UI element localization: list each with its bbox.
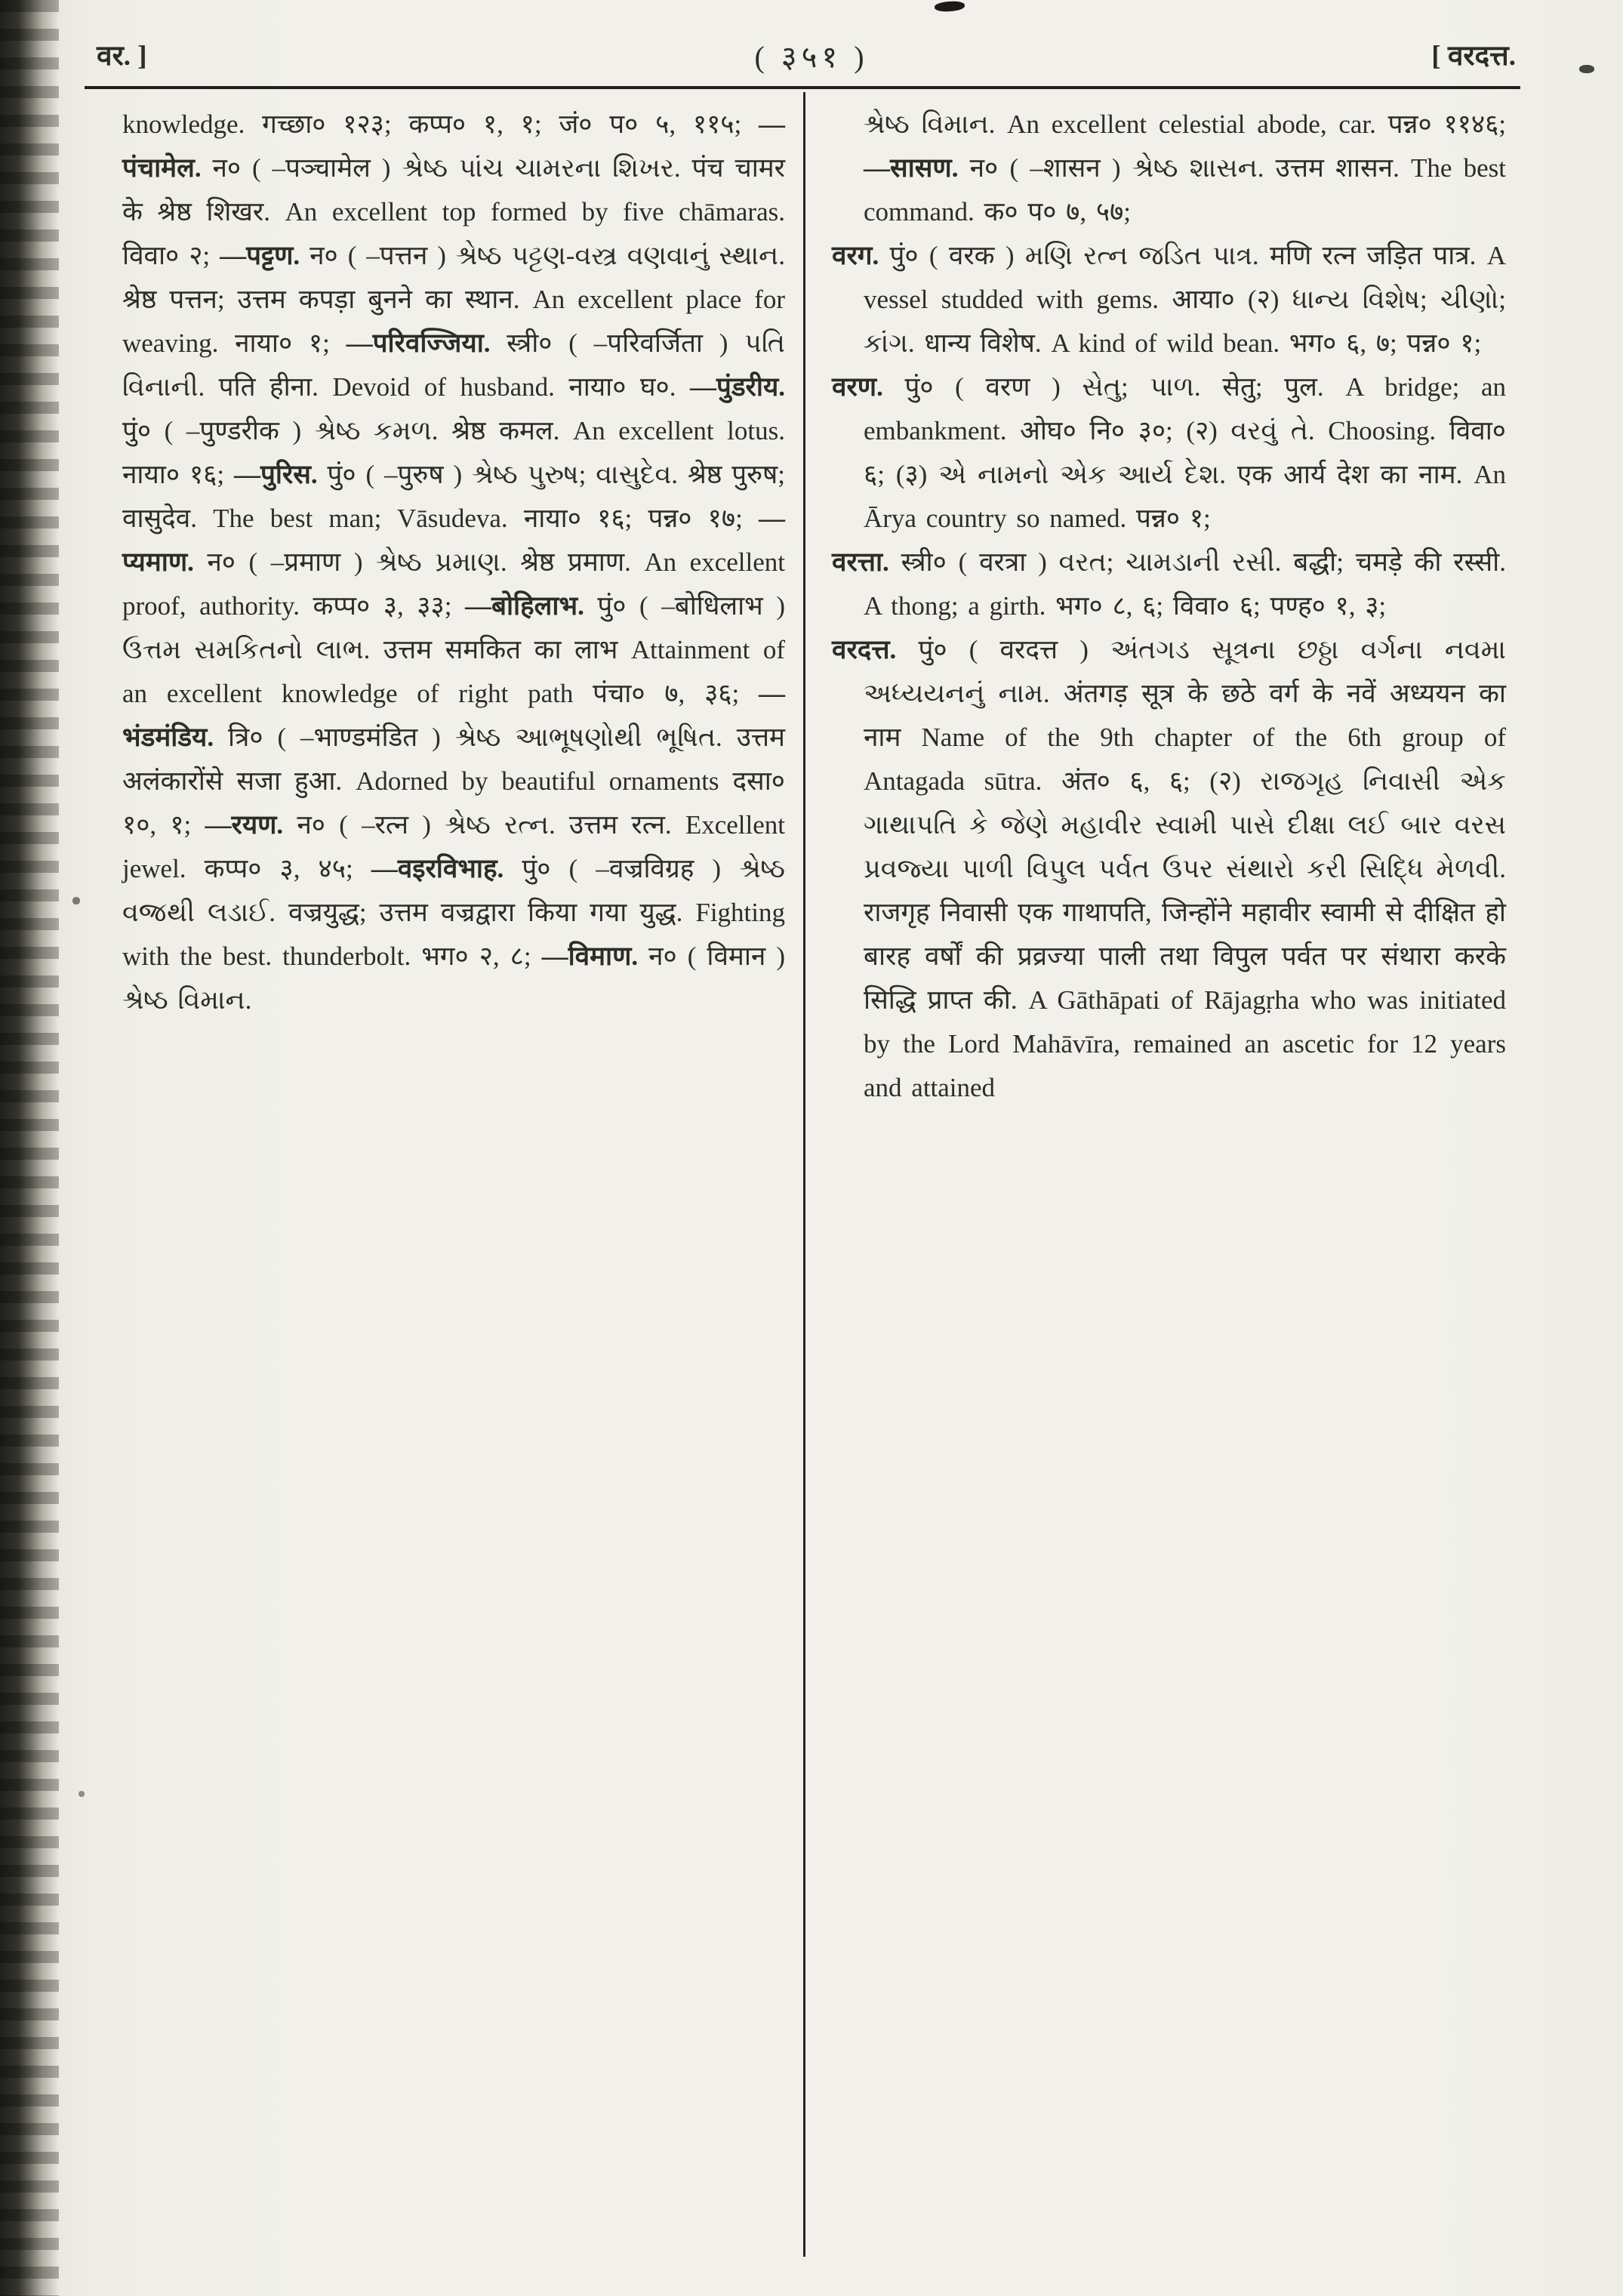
scan-speck [79, 1791, 85, 1797]
dictionary-entry-varatta: वरत्ता. स्त्री० ( वरत्रा ) વરત; ચામડાની રસી. बद्धी; चमड़े की रस्सी. A thong; a girth. भग० ८, ६; विवा० ६; पण्ह० १, ३; [832, 547, 1506, 621]
header-right-keyword: [ वरदत्त. [1431, 41, 1516, 72]
dictionary-entry-continuation: knowledge. गच्छा० १२३; कप्प० १, १; जं० प० ५, ११५; —पंचामेल. न० ( –पञ्चामेल ) શ્રેષ્ઠ પાંચ ચામરના શિખર. पंच चामर के श्रेष्ठ शिखर. An excellent top formed by five chāmaras. विवा० २; —पट्टण. न० ( –पत्तन ) શ્રેષ્ઠ પટ્ટણ-વસ્ત્ર વણવાનું સ્થાન. श्रेष्ठ पत्तन; उत्तम कपड़ा बुनने का स्थान. An excellent place for weaving. नाया० १; —परिवज्जिया. स्त्री० ( –परिवर्जिता ) પતિ વિનાની. पति हीना. Devoid of husband. नाया० घ०. —पुंडरीय. पुं० ( –पुण्डरीक ) શ્રેષ્ઠ કમળ. श्रेष्ठ कमल. An excellent lotus. नाया० १६; —पुरिस. पुं० ( –पुरुष ) શ્રેષ્ઠ પુરુષ; વાસુદેવ. श्रेष्ठ पुरुष; वासुदेव. The best man; Vāsudeva. नाया० १६; पन्न० १७; —प्यमाण. न० ( –प्रमाण ) શ્રેષ્ઠ પ્રમાણ. श्रेष्ठ प्रमाण. An excellent proof, authority. कप्प० ३, ३३; —बोहिलाभ. पुं० ( –बोधिलाभ ) ઉત્તમ સમકિતનો લાભ. उत्तम समकित का लाभ Attainment of an excellent knowledge of right path पंचा० ७, ३६; —भंडमंडिय. त्रि० ( –भाण्डमंडित ) શ્રેષ્ઠ આભૂષણોથી ભૂષિત. उत्तम अलंकारोंसे सजा हुआ. Adorned by beautiful ornaments दसा० १०, १; —रयण. न० ( –रत्न ) શ્રેષ્ઠ રત્ન. उत्तम रत्न. Excellent jewel. कप्प० ३, ४५; —वइरविभाह. पुं० ( –वज्रविग्रह ) શ્રેષ્ઠ વજ્રથી લડાઈ. वज्रयुद्ध; उत्तम वज्रद्वारा किया गया युद्ध. Fighting with the best. thunderbolt. भग० २, ८; —विमाण. न० ( विमान ) શ્રેષ્ઠ વિમાન. [122, 109, 786, 1015]
scan-speck [72, 897, 80, 905]
scan-binding-shadow [0, 0, 59, 2296]
dictionary-entry-continuation: શ્રેષ્ઠ વિમાન. An excellent celestial abode, car. पन्न० ११४६; —सासण. न० ( –शासन ) શ્રેષ્ઠ શાસન. उत्तम शासन. The best command. क० प० ७, ५७; [864, 109, 1506, 227]
scan-speck [935, 1, 965, 13]
header-left-keyword: वर. ] [97, 41, 147, 72]
dictionary-entry-varana: वरण. पुं० ( वरण ) સેતુ; પાળ. सेतु; पुल. A bridge; an embankment. ओघ० नि० ३०; (२) વરવું તે. Choosing. विवा० ६; (३) એ નામનો એક આર્ય દેશ. एक आर्य देश का नाम. An Ārya country so named. पन्न० १; [832, 372, 1506, 533]
dictionary-entry-varadatta: वरदत्त. पुं० ( वरदत्त ) અંતગડ સૂત્રના છઠ્ઠા વર્ગના નવમા અધ્યયનનું નામ. अंतगड़ सूत्र के छठे वर्ग के नवें अध्ययन का नाम Name of the 9th chapter of the 6th group of Antagada sūtra. अंत० ६, ६; (२) રાજગૃહ નિવાસી એક ગાથાપતિ કે જેણે મહાવીર સ્વામી પાસે દીક્ષા લઈ બાર વરસ પ્રવજ્યા પાળી વિપુલ પર્વત ઉપર સંથારો કરી સિદ્ધિ મેળવી. राजगृह निवासी एक गाथापति, जिन्होंने महावीर स्वामी से दीक्षित हो बारह वर्षों की प्रव्रज्या पाली तथा विपुल पर्वत पर संथारा करके सिद्धि प्राप्त की. A Gāthāpati of Rājagṛha who was initiated by the Lord Mahāvīra, remained an ascetic for 12 years and attained [832, 635, 1506, 1102]
right-column [832, 103, 1506, 1110]
column-divider [803, 92, 805, 2257]
dictionary-entry-varaga: वरग. पुं० ( वरक ) મણિ રત્ન જડિત પાત્ર. मणि रत्न जड़ित पात्र. A vessel studded with gems. आया० (२) ધાન્ય વિશેષ; ચીણો; કાંગ. धान्य विशेष. A kind of wild bean. भग० ६, ७; पन्न० १; [832, 241, 1506, 358]
left-column [122, 103, 785, 1022]
header-rule [85, 86, 1520, 89]
page-header [0, 35, 1623, 76]
page-number: ( ३५१ ) [754, 40, 869, 74]
